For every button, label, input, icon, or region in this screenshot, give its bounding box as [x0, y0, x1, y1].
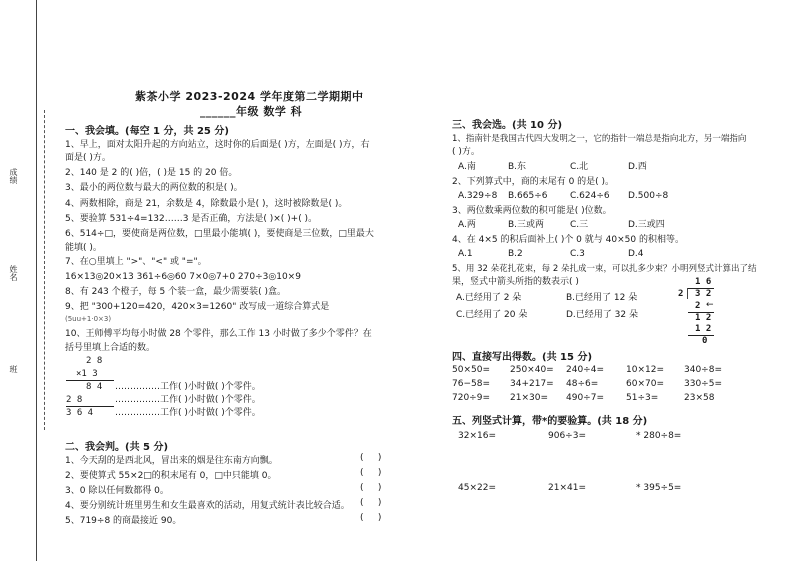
arrow-icon: ←: [706, 300, 714, 310]
division-remainder: 0: [702, 336, 708, 346]
choose-q4-option: B.2: [508, 249, 523, 259]
calc-work-line-2: ……………工作( )小时做( )个零件。: [115, 395, 261, 405]
choose-q4-option: D.4: [628, 249, 644, 259]
calc-row-5: 3 6 4: [66, 408, 94, 418]
fill-q6-line1: 6、514÷□，要使商是两位数，□里最小能填( )，要使商是三位数，□里最大: [65, 229, 374, 239]
choose-q5-line1: 5、用 32 朵花扎花束，每 2 朵扎成一束，可以扎多少束？小明列竖式计算出了结: [452, 264, 757, 274]
margin-line-left: [36, 0, 37, 561]
choose-q2-option: C.624÷6: [570, 191, 610, 201]
choose-q1-option: C.北: [570, 162, 589, 172]
choose-q1-line1: 1、指南针是我国古代四大发明之一，它的指针一端总是指向北方，另一端指向: [452, 134, 747, 144]
choose-q5-option: D.已经用了 32 朵: [566, 310, 638, 320]
fill-q6-line2: 能填( )。: [65, 243, 102, 253]
judge-answer-box: ( ): [360, 468, 382, 478]
choose-q1-option: B.东: [508, 162, 527, 172]
oral-item: 48÷6=: [566, 379, 599, 389]
judge-answer-box: ( ): [360, 453, 382, 463]
calc-row-4: 2 8: [66, 395, 83, 405]
division-divisor: 2: [678, 289, 684, 299]
division-bracket: [687, 288, 688, 299]
fill-q4: 4、两数相除，商是 21，余数是 4，除数最小是( )，这时被除数是( )。: [65, 199, 348, 209]
judge-answer-box: ( ): [360, 498, 382, 508]
binding-dash-line: [44, 110, 45, 430]
fill-q1-line1: 1、早上，面对太阳升起的方向站立，这时你的后面是( )方，左面是( )方，右: [65, 140, 370, 150]
vertical-item: 21×41=: [548, 483, 586, 493]
oral-item: 50×50=: [452, 365, 490, 375]
choose-q3-option: D.三或四: [628, 220, 665, 230]
choose-q3-option: B.三或两: [508, 220, 545, 230]
section-choose-heading: 三、我会选。(共 10 分): [452, 120, 563, 131]
section-vertical-heading: 五、列竖式计算，带*的要验算。(共 18 分): [452, 416, 648, 427]
division-step-2: 1 2: [695, 313, 712, 323]
oral-item: 490÷7=: [566, 393, 604, 403]
oral-item: 76−58=: [452, 379, 490, 389]
fill-q7: 7、在○里填上 ">"、"<" 或 "="。: [65, 257, 207, 267]
choose-q5-option: A.已经用了 2 朵: [456, 293, 522, 303]
oral-item: 240÷4=: [566, 365, 604, 375]
grade-subject-line: ______年级 数学 科: [200, 105, 303, 118]
choose-q5-option: C.已经用了 20 朵: [456, 310, 528, 320]
choose-q4: 4、在 4×5 的积后面补上( )个 0 就与 40×50 的积相等。: [452, 235, 684, 245]
choose-q1-line2: ( )方。: [452, 147, 480, 157]
oral-item: 250×40=: [510, 365, 554, 375]
choose-q1-option: A.南: [458, 162, 476, 172]
judge-answer-box: ( ): [360, 483, 382, 493]
division-step-1: 2: [695, 301, 701, 311]
judge-item: 3、0 除以任何数都得 0。: [65, 486, 169, 496]
oral-item: 340÷8=: [684, 365, 722, 375]
fill-q9-handwritten: (5uu+1·0×3): [65, 315, 112, 323]
section-judge-heading: 二、我会判。(共 5 分): [65, 442, 169, 453]
vertical-item: * 280÷8=: [636, 431, 682, 441]
choose-q4-option: A.1: [458, 249, 473, 259]
fill-q5: 5、要验算 531÷4=132……3 是否正确，方法是( )×( )+( )。: [65, 214, 318, 224]
vertical-item: 45×22=: [458, 483, 496, 493]
oral-item: 34+217=: [510, 379, 554, 389]
oral-item: 10×12=: [626, 365, 664, 375]
oral-item: 60×70=: [626, 379, 664, 389]
choose-q2-option: A.329÷8: [458, 191, 498, 201]
fill-q9: 9、把 "300+120=420，420×3=1260" 改写成一道综合算式是: [65, 302, 330, 312]
choose-q3-option: C.三: [570, 220, 589, 230]
division-line-2: [688, 335, 714, 336]
division-quotient: 1 6: [695, 277, 712, 287]
choose-q4-option: C.3: [570, 249, 585, 259]
name-label: 姓名: [9, 265, 18, 281]
vertical-item: 32×16=: [458, 431, 496, 441]
choose-q5-line2: 果，竖式中箭头所指的数表示( ): [452, 277, 579, 287]
choose-q3: 3、两位数乘两位数的积可能是( )位数。: [452, 206, 612, 216]
fill-q3: 3、最小的两位数与最大的两位数的积是( )。: [65, 183, 243, 193]
choose-q2-option: D.500÷8: [628, 191, 669, 201]
choose-q5-option: B.已经用了 12 朵: [566, 293, 638, 303]
fill-q1-line2: 面是( )方。: [65, 153, 111, 163]
calc-row-1: 2 8: [86, 356, 103, 366]
exam-title: 紫茶小学 2023-2024 学年度第二学期期中: [135, 90, 364, 103]
oral-item: 23×58: [684, 393, 715, 403]
division-step-3: 1 2: [695, 324, 712, 334]
vertical-item: * 395÷5=: [636, 483, 682, 493]
oral-item: 720÷9=: [452, 393, 490, 403]
fill-q7-compare: 16×13◎20×13 361÷6◎60 7×0◎7+0 270÷3◎10×9: [65, 272, 301, 282]
judge-item: 4、要分别统计班里男生和女生最喜欢的活动，用复式统计表比较合适。: [65, 501, 350, 511]
section-oral-heading: 四、直接写出得数。(共 15 分): [452, 352, 593, 363]
oral-item: 51÷3=: [626, 393, 659, 403]
oral-item: 21×30=: [510, 393, 548, 403]
choose-q2-option: B.665÷6: [508, 191, 548, 201]
section-fill-heading: 一、我会填。(每空 1 分，共 25 分): [65, 126, 229, 137]
class-label: 班: [9, 365, 18, 373]
judge-item: 2、要使算式 55×2□的积末尾有 0，□中只能填 0。: [65, 471, 277, 481]
fill-q8: 8、有 243 个橙子，每 5 个装一盒，最少需要装( )盒。: [65, 287, 286, 297]
fill-q2: 2、140 是 2 的( )倍，( )是 15 的 20 倍。: [65, 168, 238, 178]
judge-item: 1、今天刮的是西北风，冒出来的烟是往东南方向飘。: [65, 456, 278, 466]
score-label: 成绩: [9, 168, 18, 184]
calc-work-line-3: ……………工作( )小时做( )个零件。: [115, 408, 261, 418]
choose-q1-option: D.西: [628, 162, 647, 172]
judge-item: 5、719÷8 的商最接近 90。: [65, 516, 182, 526]
choose-q2: 2、下列算式中，商的末尾有 0 的是( )。: [452, 177, 615, 187]
judge-answer-box: ( ): [360, 513, 382, 523]
fill-q10-line2: 括号里填上合适的数。: [65, 343, 156, 353]
vertical-item: 906÷3=: [548, 431, 586, 441]
calc-row-3: 8 4: [86, 382, 103, 392]
fill-q10-line1: 10、王师傅平均每小时做 28 个零件，那么工作 13 小时做了多少个零件？在: [65, 329, 372, 339]
choose-q3-option: A.两: [458, 220, 476, 230]
division-dividend: 3 2: [695, 289, 712, 299]
calc-row-2: ×1 3: [76, 369, 98, 379]
oral-item: 330÷5=: [684, 379, 722, 389]
calc-work-line-1: ……………工作( )小时做( )个零件。: [115, 382, 261, 392]
